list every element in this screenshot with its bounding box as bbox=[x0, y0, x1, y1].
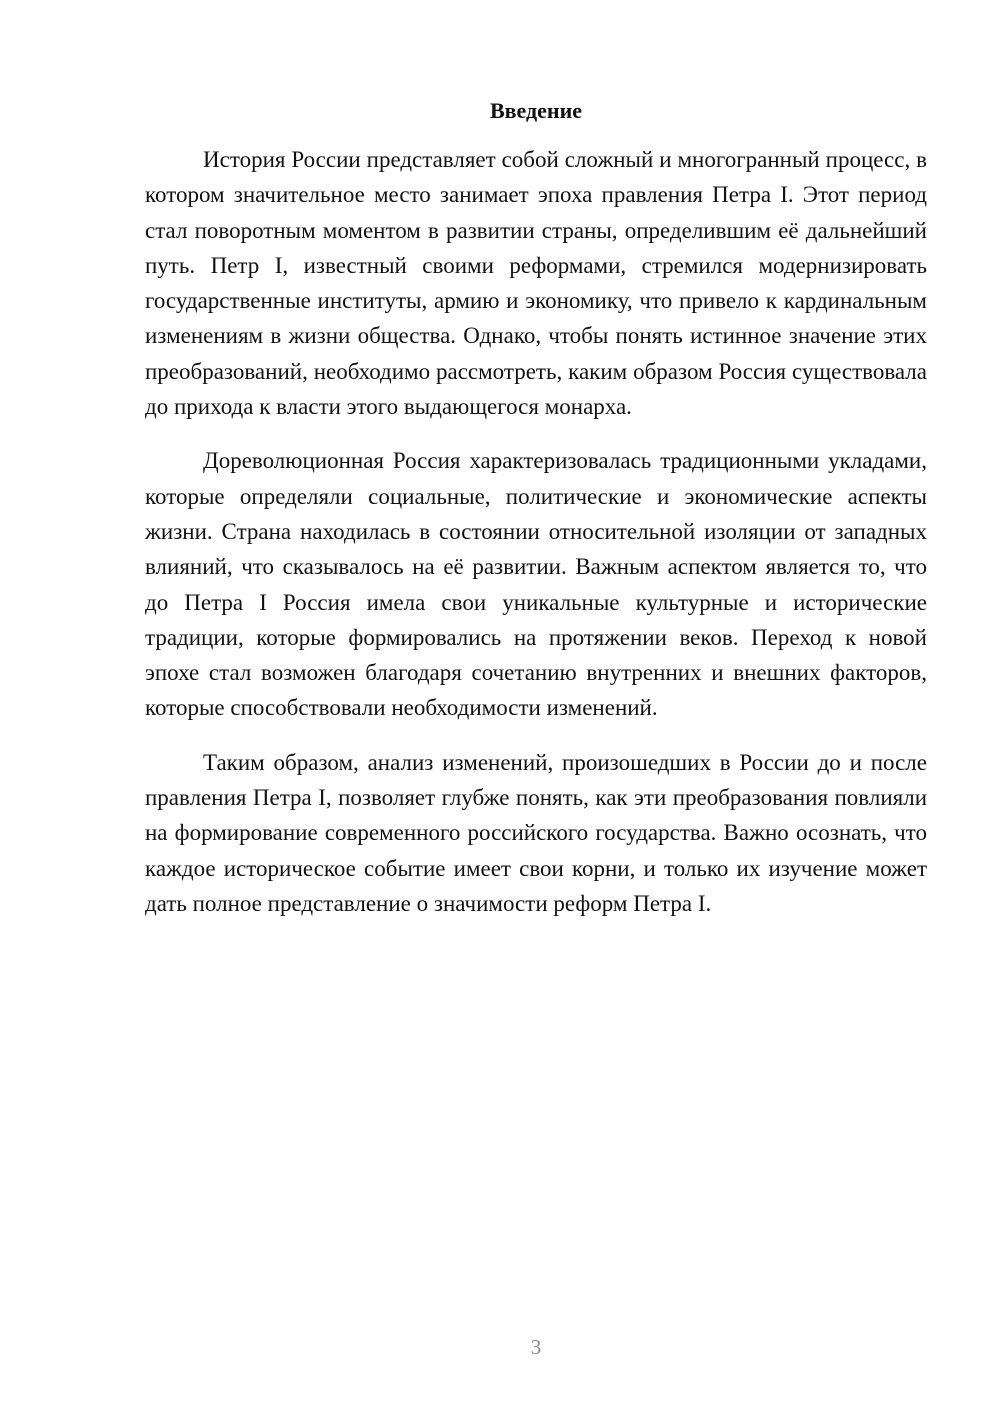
body-text bbox=[145, 142, 927, 940]
section-heading: Введение bbox=[489, 98, 583, 123]
paragraph-2: Дореволюционная Россия характеризовалась традиционными укладами, которые определяли социальные, политические и экономические аспекты жизни. Страна находилась в состоянии относительной изоляции от западных влияний, что сказывалось на её развитии. Важным аспектом является то, что до Петра I Россия имела свои уникальные культурные и исторические традиции, которые формировались на протяжении веков. Переход к новой эпохе стал возможен благодаря сочетанию внутренних и внешних факторов, которые способствовали необходимости изменений. bbox=[145, 448, 927, 721]
paragraph-3: Таким образом, анализ изменений, произошедших в России до и после правления Петра I, позволяет глубже понять, как эти преобразования повлияли на формирование современного российского государства. Важно осознать, что каждое историческое событие имеет свои корни, и только их изучение может дать полное представление о значимости реформ Петра I. bbox=[145, 749, 927, 916]
paragraph-1: История России представляет собой сложный и многогранный процесс, в котором значительное место занимает эпоха правления Петра I. Этот период стал поворотным моментом в развитии страны, определившим её дальнейший путь. Петр I, известный своими реформами, стремился модернизировать государственные институты, армию и экономику, что привело к кардинальным изменениям в жизни общества. Однако, чтобы понять истинное значение этих преобразований, необходимо рассмотреть, каким образом Россия существовала до прихода к власти этого выдающегося монарха. bbox=[145, 147, 927, 420]
page-number: 3 bbox=[530, 1335, 542, 1359]
